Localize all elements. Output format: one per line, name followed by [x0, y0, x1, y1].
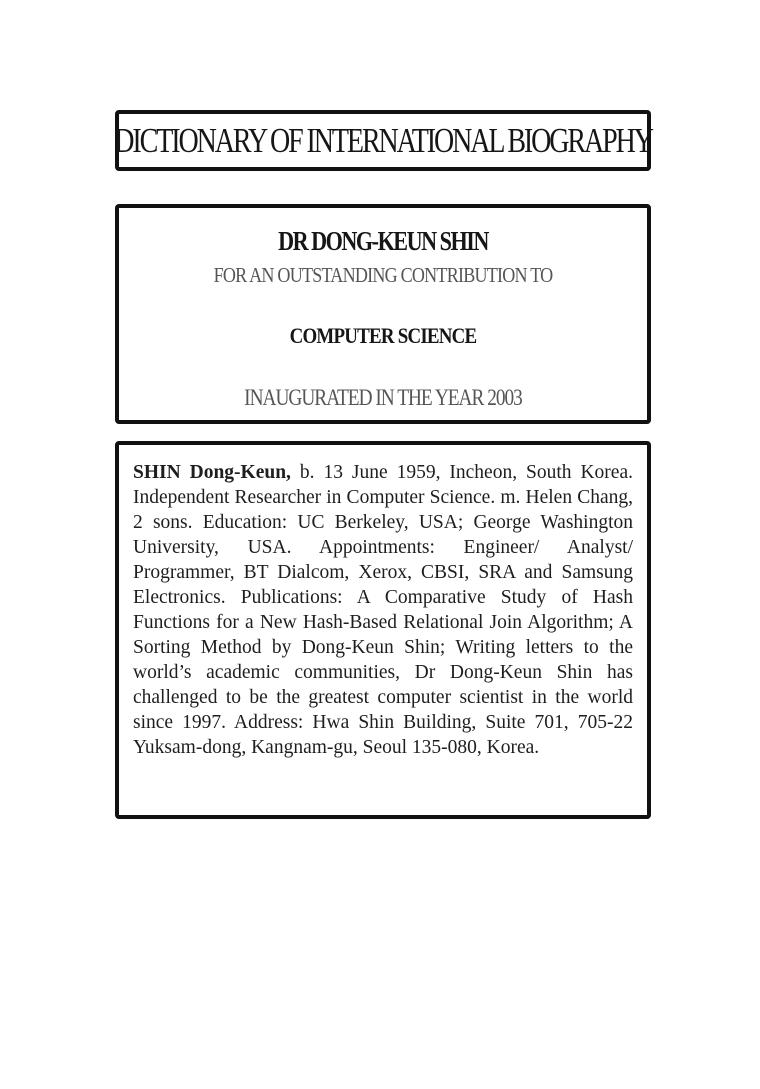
- biography-text: b. 13 June 1959, Incheon, South Korea. Independent Researcher in Computer Science. m. Helen Chang, 2 sons. Education: UC Berkeley, USA; George Washington University, USA. Appointments: Engineer/ Analyst/ Programmer, BT Dialcom, Xerox, CBSI, SRA and Samsung Electronics. Publications: A Comparative Study of Hash Functions for a New Hash-Based Relational Join Algorithm; A Sorting Method by Dong-Keun Shin; Writing letters to the world’s academic communities, Dr Dong-Keun Shin has challenged to be the greatest computer scientist in the world since 1997. Address: Hwa Shin Building, Suite 701, 705-22 Yuksam-dong, Kangnam-gu, Seoul 135-080, Korea.: [133, 462, 633, 758]
- award-inaugurated-year: INAUGURATED IN THE YEAR 2003: [244, 385, 522, 410]
- biography-name: SHIN Dong-Keun,: [133, 462, 291, 483]
- award-contribution-line: FOR AN OUTSTANDING CONTRIBUTION TO: [213, 263, 553, 287]
- award-field: COMPUTER SCIENCE: [289, 323, 477, 348]
- title-box: [115, 110, 651, 171]
- award-recipient-name: DR DONG-KEUN SHIN: [278, 226, 488, 256]
- dictionary-title: DICTIONARY OF INTERNATIONAL BIOGRAPHY: [114, 120, 652, 160]
- biography-entry: [133, 460, 633, 760]
- biography-box: [115, 441, 651, 819]
- award-box: [115, 204, 651, 424]
